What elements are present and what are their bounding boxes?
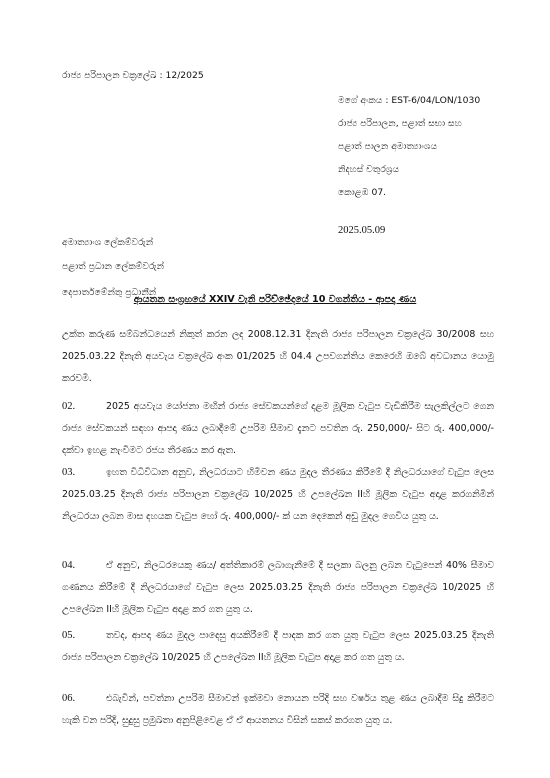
paragraph-text: තවද, ආපදා ණය මුදල පාදෙසු අයකිරීමේ දී පාදක කර ගත යුතු වැටුප ලෙස 2025.03.25 දිනැති රාජ්‍ය පරිපාලන චක්‍රලේඛ 10/2025 හි උපලේඛන IIහි මූලික වැටුප අදාළ කර ගත යුතු ය. xyxy=(62,630,494,663)
addressee-1: අමාත්‍යාංශ ලේකම්වරුන් xyxy=(62,237,154,248)
subject-heading: ආයතන සංග්‍රහයේ XXIV වැනි පරිච්ඡේදයේ 10 වගන්තිය - ආපදා ණය xyxy=(133,294,417,305)
paragraph-text: උක්ත කරුණ සම්බන්ධයෙන් නිකුත් කරන ලද 2008.12.31 දිනැති රාජ්‍ය පරිපාලන චක්‍රලේඛ 30/2008 සහ 2025.03.22 දිනැති අයවැය චක්‍රලේඛ අංක 01/2025 හි 04.4 උපවගන්තිය කෙරෙහි ඔබේ අවධානය යොමු කරවමි. xyxy=(62,329,494,384)
ministry-name-line-2: පළාත් පාලන අමාත්‍යාංශය xyxy=(338,141,438,152)
paragraph-text: ඉහත විධිවිධාන අනුව, නිලධරයාට හිමිවන ණය මුදල තීරණය කිරීමේ දී නිලධරයාගේ වැටුප ලෙස 2025.03.25 දිනැති රාජ්‍ය පරිපාලන චක්‍රලේඛ 10/2025 හි උපලේඛන IIහි මූලික වැටුප අදාළ කරගනිමින් නිලධරයා ලබන මාස දහයක වැටුප හෝ රු. 400,000/- ක් යන දෙකෙන් අඩු මුදල ගෙවිය යුතු ය. xyxy=(62,467,494,522)
paragraph-text: ඒ අනුව, නිලධරයෙකු ණය/ අත්තිකාරම් ලබාගැනීමේ දී සලකා බලනු ලබන වැටුපෙන් 40% සීමාව ගණනය කිරීමේ දී නිලධරයාගේ වැටුප ලෙස 2025.03.25 දිනැති රාජ්‍ය පරිපාලන චක්‍රලේඛ 10/2025 හි උපලේඛන IIහි මූලික වැටුප අදාළ කර ගත යුතු ය. xyxy=(62,560,494,615)
paragraph-03 xyxy=(62,462,494,528)
paragraph-number: 04. xyxy=(62,560,76,571)
paragraph-06 xyxy=(62,688,494,732)
addressee-2: පළාත් ප්‍රධාන ලේකම්වරුන් xyxy=(62,261,165,272)
paragraph-number: 05. xyxy=(62,630,76,641)
address-city: කොළඹ 07. xyxy=(338,187,387,198)
addressee-3: දෙපාර්තමේන්තු ප්‍රධානීන් xyxy=(62,287,157,298)
circular-reference: රාජ්‍ය පරිපාලන චක්‍රලේඛ : 12/2025 xyxy=(62,70,204,81)
paragraph-text: 2025 අයවැය යෝජනා මඟින් රාජ්‍ය සේවකයන්ගේ දළම මූලික වැටුප වැඩිකිරීම සැලකිල්ලට ගෙන රාජ්‍ය සේවකයන් සඳහා ආපදා ණය ලබාදීමේ උපරිම සීමාව දැනට පවතින රු. 250,000/- සිට රු. 400,000/- දක්වා ඉහළ නැංවීමට රජය තීරණය කර ඇත. xyxy=(62,401,494,456)
reference-number: මගේ අංකය : EST-6/04/LON/1030 xyxy=(338,95,481,106)
paragraph-02 xyxy=(62,396,494,462)
paragraph-04 xyxy=(62,555,494,621)
document-date: 2025.05.09 xyxy=(338,225,386,236)
address-line: නිදහස් චතුරශ්‍රය xyxy=(338,164,400,175)
ministry-name-line-1: රාජ්‍ය පරිපාලන, පළාත් සභා සහ xyxy=(338,118,462,129)
paragraph-05 xyxy=(62,625,494,669)
paragraph-number: 02. xyxy=(62,401,76,412)
paragraph-number: 06. xyxy=(62,693,76,704)
paragraph-text: එබැවින්, පවත්නා උපරිම සීමාවන් ඉක්මවා නොයන පරිදි සහ වර්ෂය තුළ ණය ලබාදීම සිදු කිරීමට හැකි වන පරිදි, සුදුසු ප්‍රමුඛතා අනුපිළිවෙළ ඒ ඒ ආයතනය විසින් සකස් කරගත යුතු ය. xyxy=(62,693,494,726)
paragraph-intro xyxy=(62,324,494,390)
paragraph-number: 03. xyxy=(62,467,76,478)
